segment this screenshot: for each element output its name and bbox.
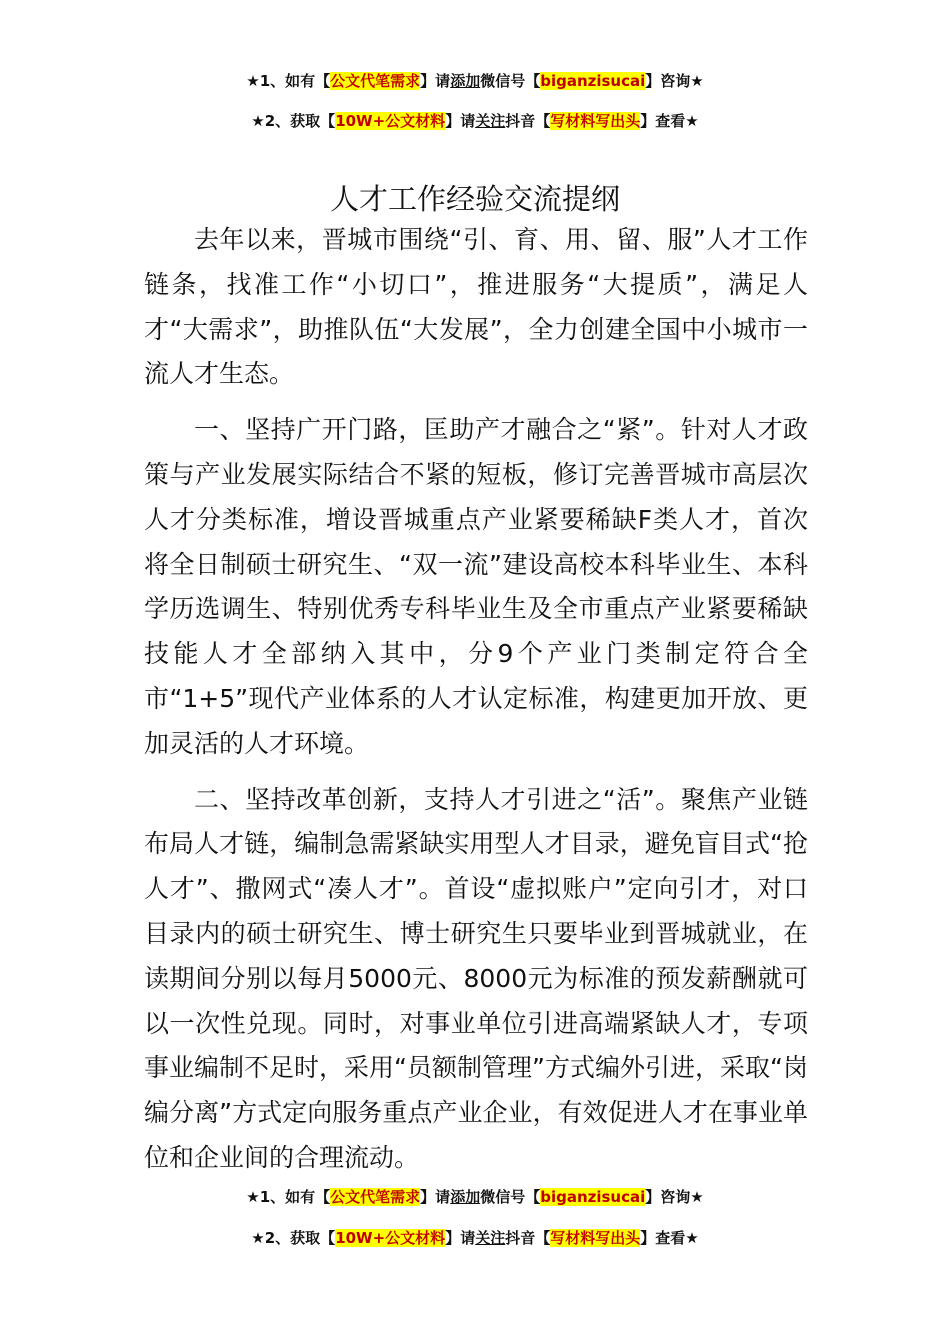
document-body (144, 218, 808, 1192)
promo-highlight: 公文代笔需求 (330, 72, 421, 90)
promo-text: 微信号【 (480, 72, 541, 90)
promo-line-1-top (0, 70, 950, 92)
promo-prefix: ★1、如有【 (246, 1188, 331, 1206)
promo-line-2-bottom (0, 1227, 950, 1249)
promo-text: 抖音【 (505, 1229, 551, 1247)
promo-suffix: 】咨询★ (645, 72, 704, 90)
promo-douyin-account: 写材料写出头 (550, 112, 641, 130)
promo-prefix: ★2、获取【 (251, 112, 336, 130)
promo-suffix: 】查看★ (640, 1229, 699, 1247)
paragraph-section-2: 二、坚持改革创新，支持人才引进之“活”。聚焦产业链布局人才链，编制急需紧缺实用型人才目录，避免盲目式“抢人才”、撒网式“凑人才”。首设“虚拟账户”定向引才，对口目录内的硕士研究生、博士研究生只要毕业到晋城就业，在读期间分别以每月5000元、8000元为标准的预发薪酬就可以一次性兑现。同时，对事业单位引进高端紧缺人才，专项事业编制不足时，采用“员额制管理”方式编外引进，采取“岗编分离”方式定向服务重点产业企业，有效促进人才在事业单位和企业间的合理流动。 (144, 784, 808, 1172)
promo-text: 微信号【 (480, 1188, 541, 1206)
promo-wechat-id: biganzisucai (540, 72, 646, 90)
promo-text: 】请 (445, 112, 476, 130)
promo-suffix: 】咨询★ (645, 1188, 704, 1206)
promo-prefix: ★2、获取【 (251, 1229, 336, 1247)
promo-underlined-text: 关注 (475, 1229, 506, 1247)
promo-underlined-text: 添加 (450, 72, 481, 90)
promo-text: 】请 (420, 72, 451, 90)
promo-line-2-top (0, 110, 950, 132)
promo-text: 】请 (420, 1188, 451, 1206)
promo-text: 】请 (445, 1229, 476, 1247)
promo-highlight: 10W+公文材料 (335, 112, 446, 130)
paragraph-intro: 去年以来，晋城市围绕“引、育、用、留、服”人才工作链条，找准工作“小切口”，推进服务“大提质”，满足人才“大需求”，助推队伍“大发展”，全力创建全国中小城市一流人才生态。 (144, 225, 808, 389)
promo-line-1-bottom (0, 1186, 950, 1208)
promo-douyin-account: 写材料写出头 (550, 1229, 641, 1247)
promo-text: 抖音【 (505, 112, 551, 130)
promo-highlight: 公文代笔需求 (330, 1188, 421, 1206)
promo-prefix: ★1、如有【 (246, 72, 331, 90)
promo-underlined-text: 添加 (450, 1188, 481, 1206)
promo-wechat-id: biganzisucai (540, 1188, 646, 1206)
promo-suffix: 】查看★ (640, 112, 699, 130)
document-title: 人才工作经验交流提纲 (329, 182, 620, 217)
paragraph-section-1: 一、坚持广开门路，匡助产才融合之“紧”。针对人才政策与产业发展实际结合不紧的短板，修订完善晋城市高层次人才分类标准，增设晋城重点产业紧要稀缺F类人才，首次将全日制硕士研究生、“双一流”建设高校本科毕业生、本科学历选调生、特别优秀专科毕业生及全市重点产业紧要稀缺技能人才全部纳入其中，分9个产业门类制定符合全市“1+5”现代产业体系的人才认定标准，构建更加开放、更加灵活的人才环境。 (144, 415, 808, 758)
promo-highlight: 10W+公文材料 (335, 1229, 446, 1247)
promo-underlined-text: 关注 (475, 112, 506, 130)
